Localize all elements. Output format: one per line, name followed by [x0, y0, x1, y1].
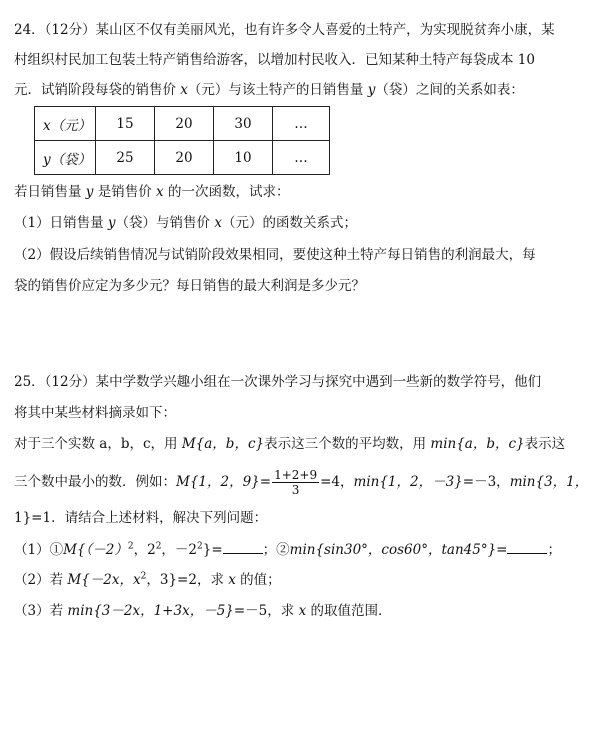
q24-part-2: （2）假设后续销售情况与试销阶段效果相同，要使这种土特产每日销售的利润最大，每	[14, 247, 536, 263]
q24-part-2-cont: 袋的销售价应定为多少元？每日销售的最大利润是多少元？	[14, 278, 365, 294]
q24-var-y: y	[367, 82, 376, 98]
table-cell: x（元）	[35, 107, 96, 141]
table-cell: 25	[96, 141, 155, 175]
table-cell: 15	[96, 107, 155, 141]
table-cell: 20	[155, 107, 214, 141]
q25-part-3: （3）若 min{3－2x，1+3x，－5}=－5，求 x 的取值范围．	[14, 603, 392, 619]
table-cell: …	[273, 141, 330, 175]
q24-line-3c: （元）与该土特产的日销售量	[187, 82, 368, 98]
q24-line-1: 24．（12分）某山区不仅有美丽风光，也有许多令人喜爱的土特产，为实现脱贫奔小康，某	[14, 22, 555, 38]
answer-blank[interactable]	[223, 539, 263, 554]
q24-line-3a: 元．试销阶段每袋的销售价	[14, 82, 181, 98]
q25-line-1: 25．（12分）某中学数学兴趣小组在一次课外学习与探究中遇到一些新的数学符号，他们	[14, 374, 542, 390]
q24-line-3e: （袋）之间的关系如表：	[375, 82, 524, 98]
table-row	[35, 107, 330, 141]
q25-line-2: 将其中某些材料摘录如下：	[14, 405, 176, 421]
q25-line-4: 三个数中最小的数．例如：M{1，2，9}= $\frac{1+2+9}{3}$ =4，min{1，2，－3}=－3，min{3，1，	[14, 468, 589, 497]
q24-line-2: 村组织村民加工包装土特产销售给游客，以增加村民收入．已知某种土特产每袋成本 10	[14, 52, 535, 68]
q25-line-5: 1}=1．请结合上述材料，解决下列问题：	[14, 510, 268, 526]
q25-line-3: 对于三个实数 a，b，c，用 M{a，b，c}表示这三个数的平均数，用 min{a，b，c}表示这	[14, 436, 566, 452]
table-cell: 30	[214, 107, 273, 141]
table-cell: y（袋）	[35, 141, 96, 175]
q25-part-1: $(1)①M\{(-2)^2$，$2^2$，$-2^2\}=$ ；②min{sin30°，cos60°，tan45°}= ；	[14, 539, 561, 560]
q24-data-table	[34, 106, 330, 175]
answer-blank[interactable]	[507, 539, 547, 554]
table-cell: …	[273, 107, 330, 141]
q25-part-2: （2）若 M{－2x，$x^2$，3}=2，求 x 的值；	[14, 571, 281, 588]
table-cell: 20	[155, 141, 214, 175]
q24-var-x: x	[180, 82, 188, 98]
table-row	[35, 141, 330, 175]
q24-part-1: （1）日销售量 y（袋）与销售价 x（元）的函数关系式；	[14, 215, 357, 231]
fraction: $\frac{1+2+9}{3}$	[274, 468, 318, 497]
q24-line-4: 若日销售量 y 是销售价 x 的一次函数，试求：	[14, 184, 290, 200]
q24-line-3	[14, 80, 524, 100]
table-cell: 10	[214, 141, 273, 175]
